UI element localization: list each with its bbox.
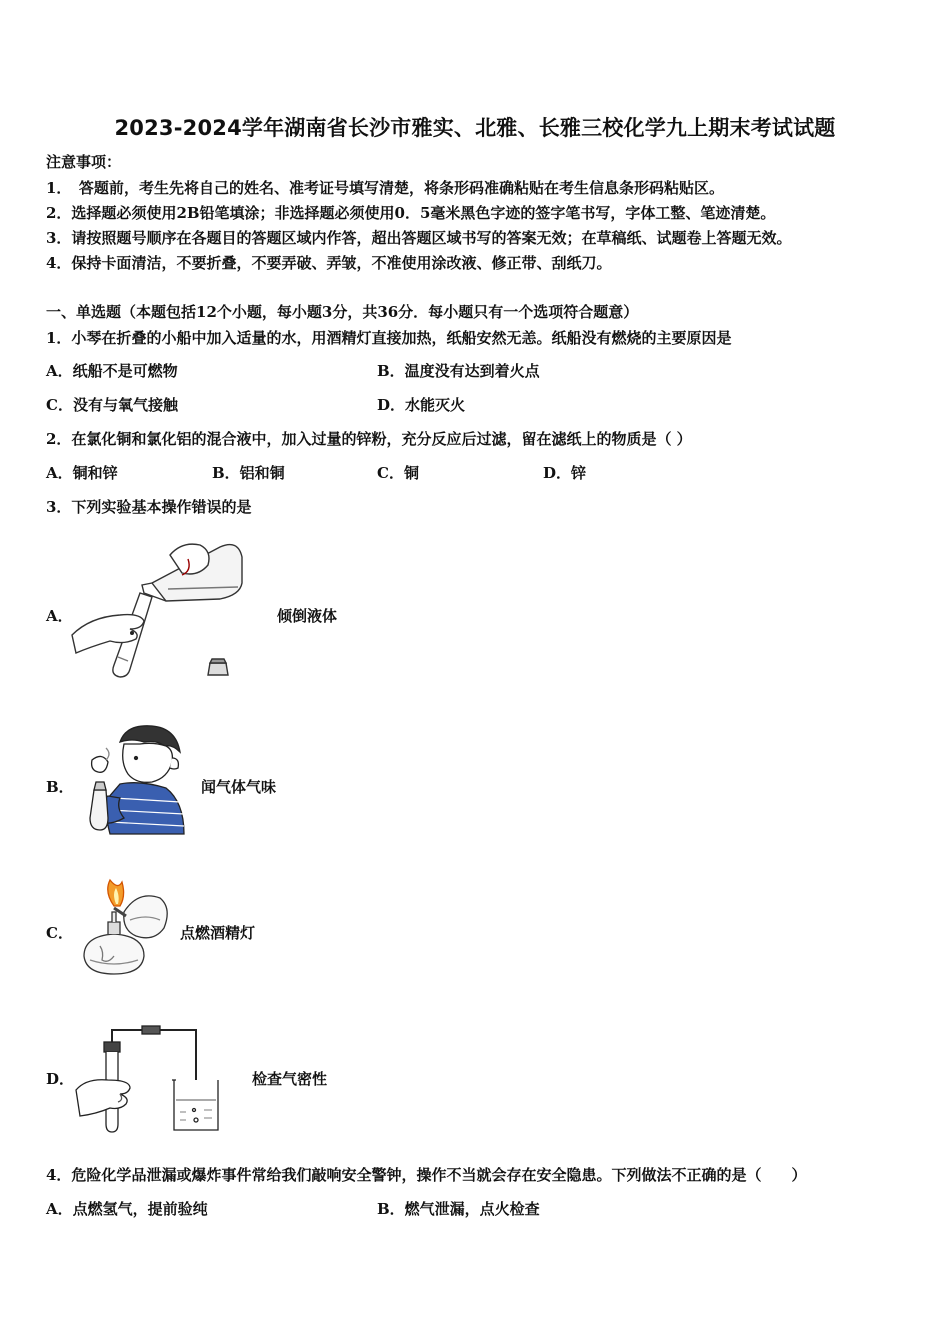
air-tightness-illustration (72, 1024, 222, 1136)
q1-option-b: B．温度没有达到着火点 (377, 362, 540, 380)
q1-option-d: D．水能灭火 (377, 396, 466, 414)
notice-item: 3．请按照题号顺序在各题目的答题区域内作答，超出答题区域书写的答案无效；在草稿纸、试题卷上答题无效。 (46, 229, 792, 247)
q2-option-c: C．铜 (377, 464, 419, 482)
smelling-gas-illustration (80, 722, 190, 837)
question-1-stem: 1．小琴在折叠的小船中加入适量的水，用酒精灯直接加热，纸船安然无恙。纸船没有燃烧的主要原因是 (46, 329, 732, 347)
q3-option-a-text: 倾倒液体 (277, 607, 338, 625)
question-2-stem: 2．在氯化铜和氯化铝的混合液中，加入过量的锌粉，充分反应后过滤，留在滤纸上的物质是（ ） (46, 430, 692, 448)
q3-option-c-letter: C． (46, 924, 73, 942)
notice-item: 2．选择题必须使用2B铅笔填涂；非选择题必须使用0．5毫米黑色字迹的签字笔书写，字体工整、笔迹清楚。 (46, 204, 776, 222)
q3-option-b-text: 闻气体气味 (201, 778, 277, 796)
q1-option-a: A．纸船不是可燃物 (46, 362, 178, 380)
section-heading: 一、单选题（本题包括12个小题，每小题3分，共36分．每小题只有一个选项符合题意） (46, 303, 639, 321)
q3-option-d-text: 检查气密性 (252, 1070, 328, 1088)
q2-option-a: A．铜和锌 (46, 464, 118, 482)
notice-heading: 注意事项： (46, 153, 122, 171)
q4-option-a: A．点燃氢气，提前验纯 (46, 1200, 208, 1218)
q3-option-d-letter: D． (46, 1070, 75, 1088)
q2-option-b: B．铝和铜 (212, 464, 285, 482)
question-3-stem: 3．下列实验基本操作错误的是 (46, 498, 252, 516)
question-4-stem: 4．危险化学品泄漏或爆炸事件常给我们敲响安全警钟，操作不当就会存在安全隐患。下列做法不正确的是（ ） (46, 1166, 807, 1184)
page-title: 2023-2024学年湖南省长沙市雅实、北雅、长雅三校化学九上期末考试试题 (114, 116, 836, 140)
notice-item: 4．保持卡面清洁，不要折叠，不要弄破、弄皱，不准使用涂改液、修正带、刮纸刀。 (46, 254, 612, 272)
q2-option-d: D．锌 (543, 464, 587, 482)
q1-option-c: C．没有与氧气接触 (46, 396, 178, 414)
notice-item: 1． 答题前，考生先将自己的姓名、准考证号填写清楚，将条形码准确粘贴在考生信息条形码粘贴区。 (46, 179, 724, 197)
alcohol-lamp-illustration (74, 876, 174, 980)
q3-option-a-letter: A． (46, 607, 73, 625)
q4-option-b: B．燃气泄漏，点火检查 (377, 1200, 540, 1218)
q3-option-c-text: 点燃酒精灯 (180, 924, 256, 942)
pouring-liquid-illustration (70, 525, 245, 680)
q3-option-b-letter: B． (46, 778, 74, 796)
